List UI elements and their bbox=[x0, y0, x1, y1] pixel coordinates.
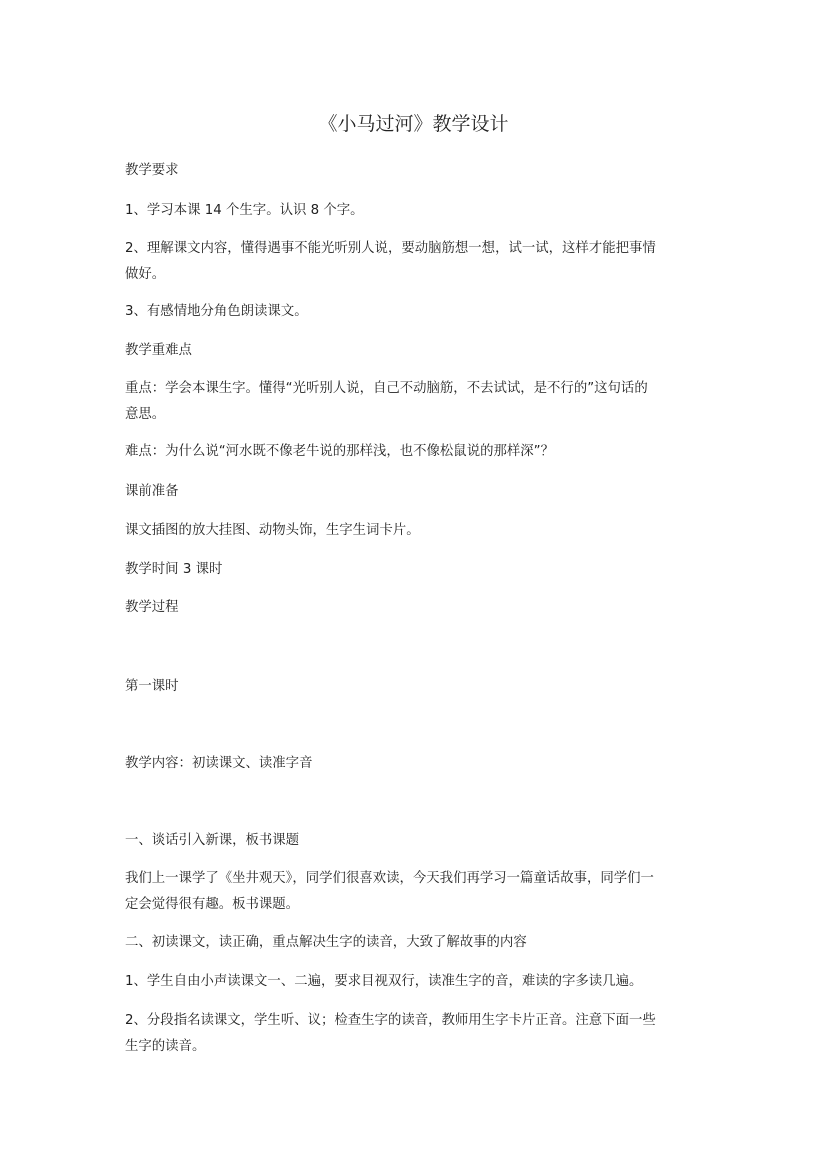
preparation-heading: 课前准备 bbox=[125, 484, 179, 499]
step-2-heading: 二、初读课文，读正确，重点解决生字的读音，大致了解故事的内容 bbox=[125, 935, 527, 950]
step-1-heading: 一、谈话引入新课，板书课题 bbox=[125, 833, 300, 848]
requirement-item-1: 1、学习本课 14 个生字。认识 8 个字。 bbox=[125, 203, 364, 218]
key-point-focus-line-1: 重点：学会本课生字。懂得“光听别人说，自己不动脑筋，不去试试，是不行的”这句话的 bbox=[125, 381, 648, 396]
key-point-focus bbox=[125, 376, 705, 428]
step-1-line-2: 定会觉得很有趣。板书课题。 bbox=[125, 897, 300, 912]
step-2-item-1: 1、学生自由小声读课文一、二遍，要求目视双行，读准生字的音，难读的字多读几遍。 bbox=[125, 974, 643, 989]
requirement-item-3: 3、有感情地分角色朗读课文。 bbox=[125, 304, 308, 319]
teaching-time: 教学时间 3 课时 bbox=[125, 562, 223, 577]
key-point-difficulty: 难点：为什么说“河水既不像老牛说的那样浅，也不像松鼠说的那样深”？ bbox=[125, 444, 554, 459]
preparation-content: 课文插图的放大挂图、动物头饰，生字生词卡片。 bbox=[125, 523, 420, 538]
step-2-item-2 bbox=[125, 1008, 705, 1060]
document-title: 《小马过河》教学设计 bbox=[318, 113, 509, 135]
lesson-1-heading: 第一课时 bbox=[125, 679, 179, 694]
step-1-line-1: 我们上一课学了《坐井观天》，同学们很喜欢读，今天我们再学习一篇童话故事，同学们一 bbox=[125, 871, 654, 886]
step-2-item-2-line-2: 生字的读音。 bbox=[125, 1039, 206, 1054]
lesson-1-content: 教学内容：初读课文、读准字音 bbox=[125, 756, 313, 771]
requirement-item-2-line-2: 做好。 bbox=[125, 267, 166, 282]
step-1-paragraph bbox=[125, 866, 705, 918]
requirement-item-2-line-1: 2、理解课文内容，懂得遇事不能光听别人说，要动脑筋想一想，试一试，这样才能把事情 bbox=[125, 241, 656, 256]
key-point-focus-line-2: 意思。 bbox=[125, 407, 166, 422]
step-2-item-2-line-1: 2、分段指名读课文，学生听、议；检查生字的读音，教师用生字卡片正音。注意下面一些 bbox=[125, 1013, 656, 1028]
requirements-heading: 教学要求 bbox=[125, 163, 179, 178]
key-points-heading: 教学重难点 bbox=[125, 343, 192, 358]
requirement-item-2 bbox=[125, 236, 705, 288]
process-heading: 教学过程 bbox=[125, 600, 179, 615]
